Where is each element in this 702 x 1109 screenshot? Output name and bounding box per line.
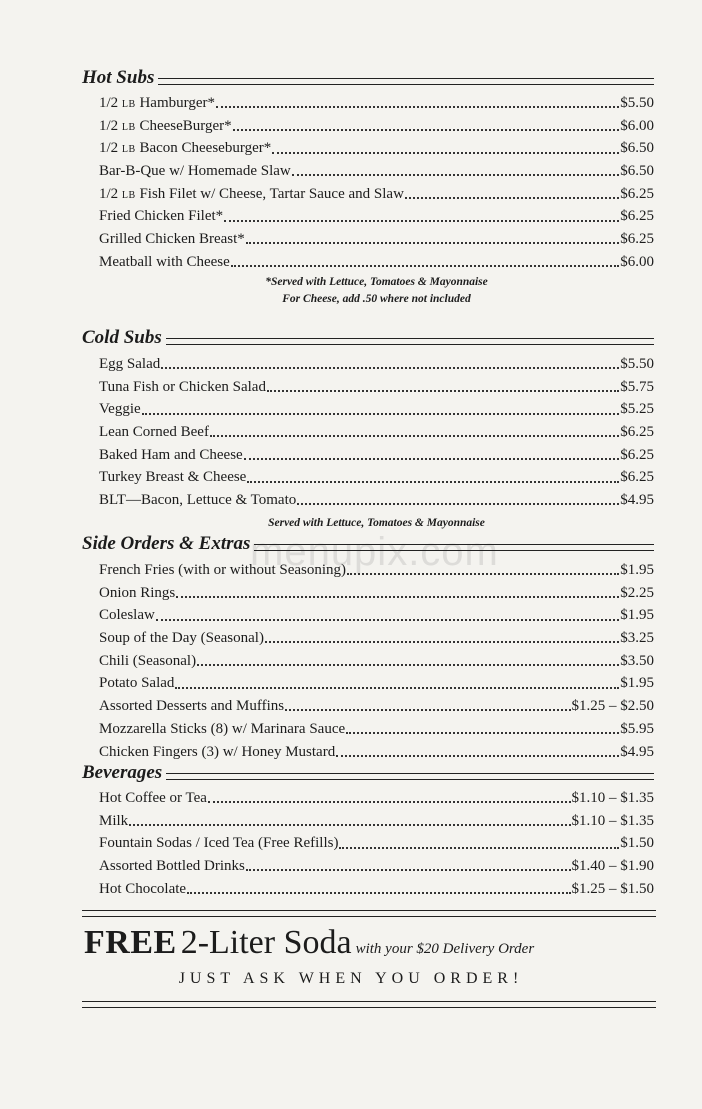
menu-item-price: $3.50 bbox=[620, 652, 654, 669]
menu-item: Meatball with Cheese $6.00 bbox=[99, 251, 654, 274]
section-title: Side Orders & Extras bbox=[82, 533, 251, 554]
menu-item-list bbox=[99, 353, 654, 512]
section-title: Hot Subs bbox=[82, 67, 155, 88]
menu-item-price: $6.25 bbox=[620, 469, 654, 486]
menu-item: Chicken Fingers (3) w/ Honey Mustard $4.95 bbox=[99, 741, 654, 764]
menu-item: BLT—Bacon, Lettuce & Tomato $4.95 bbox=[99, 489, 654, 512]
section-title: Beverages bbox=[82, 762, 163, 783]
menu-item: Turkey Breast & Cheese $6.25 bbox=[99, 466, 654, 489]
menu-item-price: $6.00 bbox=[620, 117, 654, 134]
menu-item-price: $5.95 bbox=[620, 720, 654, 737]
promo-bottom-divider bbox=[82, 1001, 656, 1008]
menu-item: Fountain Sodas / Iced Tea (Free Refills) $1.50 bbox=[99, 832, 654, 855]
menu-item-price: $1.95 bbox=[620, 607, 654, 624]
section-header bbox=[82, 531, 654, 557]
menu-item-price: $1.95 bbox=[620, 675, 654, 692]
menu-item-price: $3.25 bbox=[620, 630, 654, 647]
menu-item-price: $5.50 bbox=[620, 95, 654, 111]
menu-item-price: $4.95 bbox=[620, 492, 654, 509]
hot-subs-section bbox=[82, 65, 654, 308]
menu-item: Chili (Seasonal) $3.50 bbox=[99, 650, 654, 673]
watermark: menupix.com bbox=[250, 530, 499, 574]
menu-item: 1/2 LB Fish Filet w/ Cheese, Tartar Sauce and Slaw $6.25 bbox=[99, 183, 654, 206]
cold-subs-section bbox=[82, 325, 654, 532]
menu-item: Egg Salad $5.50 bbox=[99, 353, 654, 376]
menu-item-list bbox=[99, 559, 654, 763]
divider bbox=[158, 78, 654, 85]
promo-top-divider bbox=[82, 910, 656, 917]
menu-item: Assorted Bottled Drinks $1.40 – $1.90 bbox=[99, 855, 654, 878]
menu-item-price: $5.25 bbox=[620, 401, 654, 418]
section-header bbox=[82, 325, 654, 351]
divider bbox=[254, 544, 654, 551]
menu-item-price: $6.25 bbox=[620, 208, 654, 225]
menu-item-price: $1.25 – $1.50 bbox=[571, 880, 654, 897]
menu-item-price: $1.95 bbox=[620, 562, 654, 578]
menu-item: 1/2 LB Bacon Cheeseburger* $6.50 bbox=[99, 137, 654, 160]
menu-item: Grilled Chicken Breast* $6.25 bbox=[99, 228, 654, 251]
menu-item-price: $2.25 bbox=[620, 584, 654, 601]
menu-item: Onion Rings $2.25 bbox=[99, 582, 654, 605]
menu-item: Coleslaw $1.95 bbox=[99, 604, 654, 627]
menu-item-price: $1.10 – $1.35 bbox=[571, 812, 654, 829]
menu-item: Milk $1.10 – $1.35 bbox=[99, 810, 654, 833]
promo-free: FREE bbox=[84, 924, 177, 961]
section-title: Cold Subs bbox=[82, 327, 162, 348]
menu-item: Fried Chicken Filet* $6.25 bbox=[99, 205, 654, 228]
menu-item: French Fries (with or without Seasoning) $1.95 bbox=[99, 559, 654, 582]
menu-item: Veggie $5.25 bbox=[99, 398, 654, 421]
menu-item: Assorted Desserts and Muffins $1.25 – $2.50 bbox=[99, 695, 654, 718]
section-header bbox=[82, 760, 654, 786]
menu-item: Hot Chocolate $1.25 – $1.50 bbox=[99, 878, 654, 901]
menu-item: Bar-B-Que w/ Homemade Slaw $6.50 bbox=[99, 160, 654, 183]
menu-item-price: $1.50 bbox=[620, 835, 654, 852]
menu-item-price: $5.50 bbox=[620, 356, 654, 372]
menu-item: Lean Corned Beef $6.25 bbox=[99, 421, 654, 444]
menu-item-price: $5.75 bbox=[620, 378, 654, 395]
menu-item: 1/2 LB CheeseBurger* $6.00 bbox=[99, 115, 654, 138]
beverages-section bbox=[82, 760, 654, 900]
promo-line bbox=[84, 924, 664, 962]
menu-item: Baked Ham and Cheese $6.25 bbox=[99, 444, 654, 467]
promo-soda: 2-Liter Soda bbox=[180, 924, 352, 961]
menu-item: Hot Coffee or Tea $1.10 – $1.35 bbox=[99, 787, 654, 810]
menu-item-price: $6.50 bbox=[620, 163, 654, 180]
menu-item-price: $1.25 – $2.50 bbox=[571, 698, 654, 715]
menu-item-price: $6.25 bbox=[620, 424, 654, 441]
menu-item: Soup of the Day (Seasonal) $3.25 bbox=[99, 627, 654, 650]
menu-item: Potato Salad $1.95 bbox=[99, 672, 654, 695]
section-note: *Served with Lettuce, Tomatoes & Mayonnaise bbox=[265, 275, 488, 288]
menu-item: 1/2 LB Hamburger* $5.50 bbox=[99, 92, 654, 115]
menu-item-price: $6.50 bbox=[620, 140, 654, 157]
menu-item-price: $6.25 bbox=[620, 231, 654, 248]
menu-item-price: $4.95 bbox=[620, 743, 654, 760]
side-orders-section bbox=[82, 531, 654, 763]
menu-item-price: $1.10 – $1.35 bbox=[571, 790, 654, 806]
menu-item-price: $6.00 bbox=[620, 253, 654, 270]
menu-item-list bbox=[99, 787, 654, 900]
menu-item-price: $6.25 bbox=[620, 185, 654, 202]
menu-item-price: $1.40 – $1.90 bbox=[571, 858, 654, 875]
section-header bbox=[82, 65, 654, 91]
promo-condition: with your $20 Delivery Order bbox=[355, 941, 535, 957]
menu-item: Tuna Fish or Chicken Salad $5.75 bbox=[99, 376, 654, 399]
menu-item-list bbox=[99, 92, 654, 274]
menu-item: Mozzarella Sticks (8) w/ Marinara Sauce $5.95 bbox=[99, 718, 654, 741]
menu-item-price: $6.25 bbox=[620, 446, 654, 463]
divider bbox=[166, 773, 654, 780]
divider bbox=[166, 338, 654, 345]
section-note: Served with Lettuce, Tomatoes & Mayonnaise bbox=[268, 516, 485, 529]
promo-ask: JUST ASK WHEN YOU ORDER! bbox=[178, 970, 524, 987]
section-note: For Cheese, add .50 where not included bbox=[282, 292, 471, 305]
